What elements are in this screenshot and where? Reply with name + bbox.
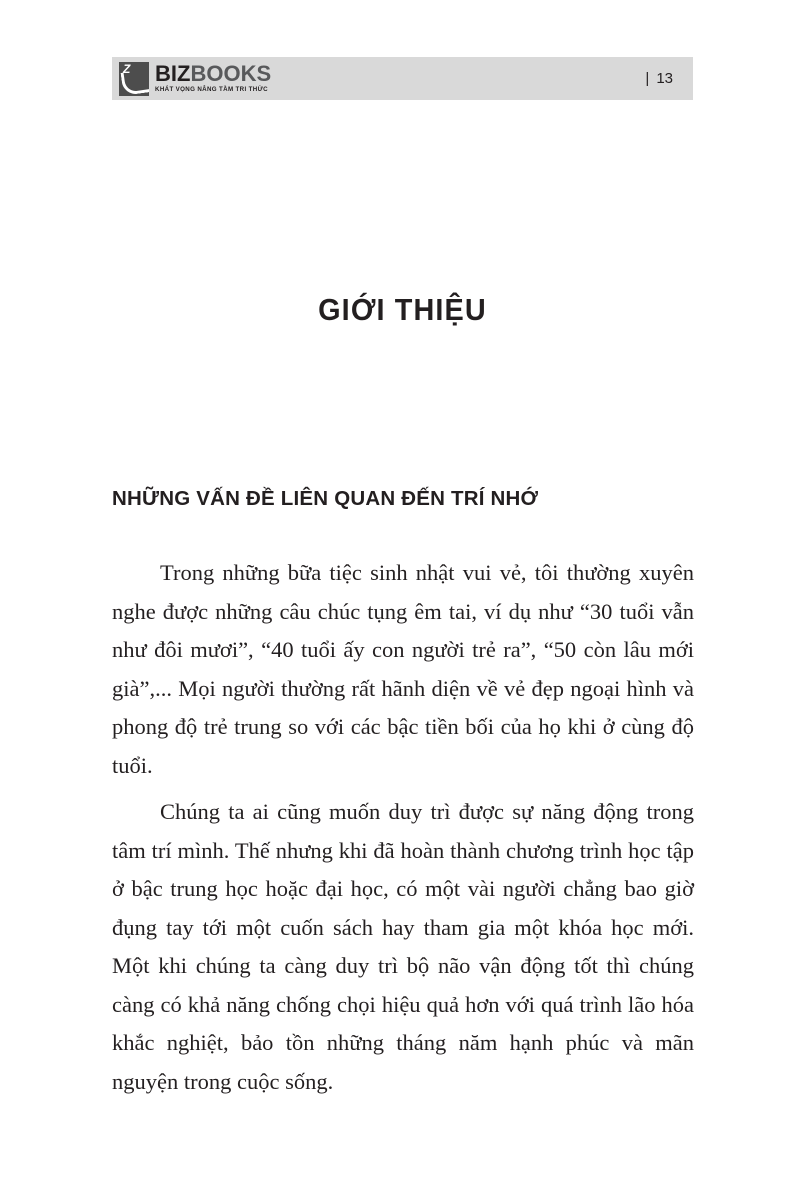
paragraph: Trong những bữa tiệc sinh nhật vui vẻ, tôi thường xuyên nghe được những câu chúc tụng êm tai, ví dụ như “30 tuổi vẫn như đôi mươi”, “40 tuổi ấy con người trẻ ra”, “50 còn lâu mới già”,... Mọi người thường rất hãnh diện về vẻ đẹp ngoại hình và phong độ trẻ trung so với các bậc tiền bối của họ khi ở cùng độ tuổi.	[112, 560, 694, 778]
paragraph: Chúng ta ai cũng muốn duy trì được sự năng động trong tâm trí mình. Thế nhưng khi đã hoàn thành chương trình học tập ở bậc trung học hoặc đại học, có một vài người chẳng bao giờ đụng tay tới một cuốn sách hay tham gia một khóa học mới. Một khi chúng ta càng duy trì bộ não vận động tốt thì chúng càng có khả năng chống chọi hiệu quả hơn với quá trình lão hóa khắc nghiệt, bảo tồn những tháng năm hạnh phúc và mãn nguyện trong cuộc sống.	[112, 799, 694, 1094]
logo-mark-letter: Z	[123, 61, 131, 76]
folio-page-number: 13	[656, 70, 673, 87]
publisher-logo	[112, 62, 271, 96]
section-heading: NHỮNG VẤN ĐỀ LIÊN QUAN ĐẾN TRÍ NHỚ	[112, 487, 539, 510]
logo-tagline: KHÁT VỌNG NÂNG TẦM TRI THỨC	[155, 86, 268, 94]
body-content	[112, 554, 694, 1103]
page-folio	[645, 70, 693, 87]
logo-wordmark	[155, 63, 271, 93]
chapter-title: GIỚI THIỆU	[318, 292, 487, 327]
page-header	[112, 57, 693, 100]
folio-separator: |	[645, 70, 650, 87]
logo-title-biz: BIZ	[155, 61, 191, 87]
logo-curve-shape	[121, 69, 149, 96]
logo-title-books: BOOKS	[190, 61, 272, 87]
bizbooks-logo-icon	[119, 62, 149, 96]
logo-title	[155, 63, 271, 85]
